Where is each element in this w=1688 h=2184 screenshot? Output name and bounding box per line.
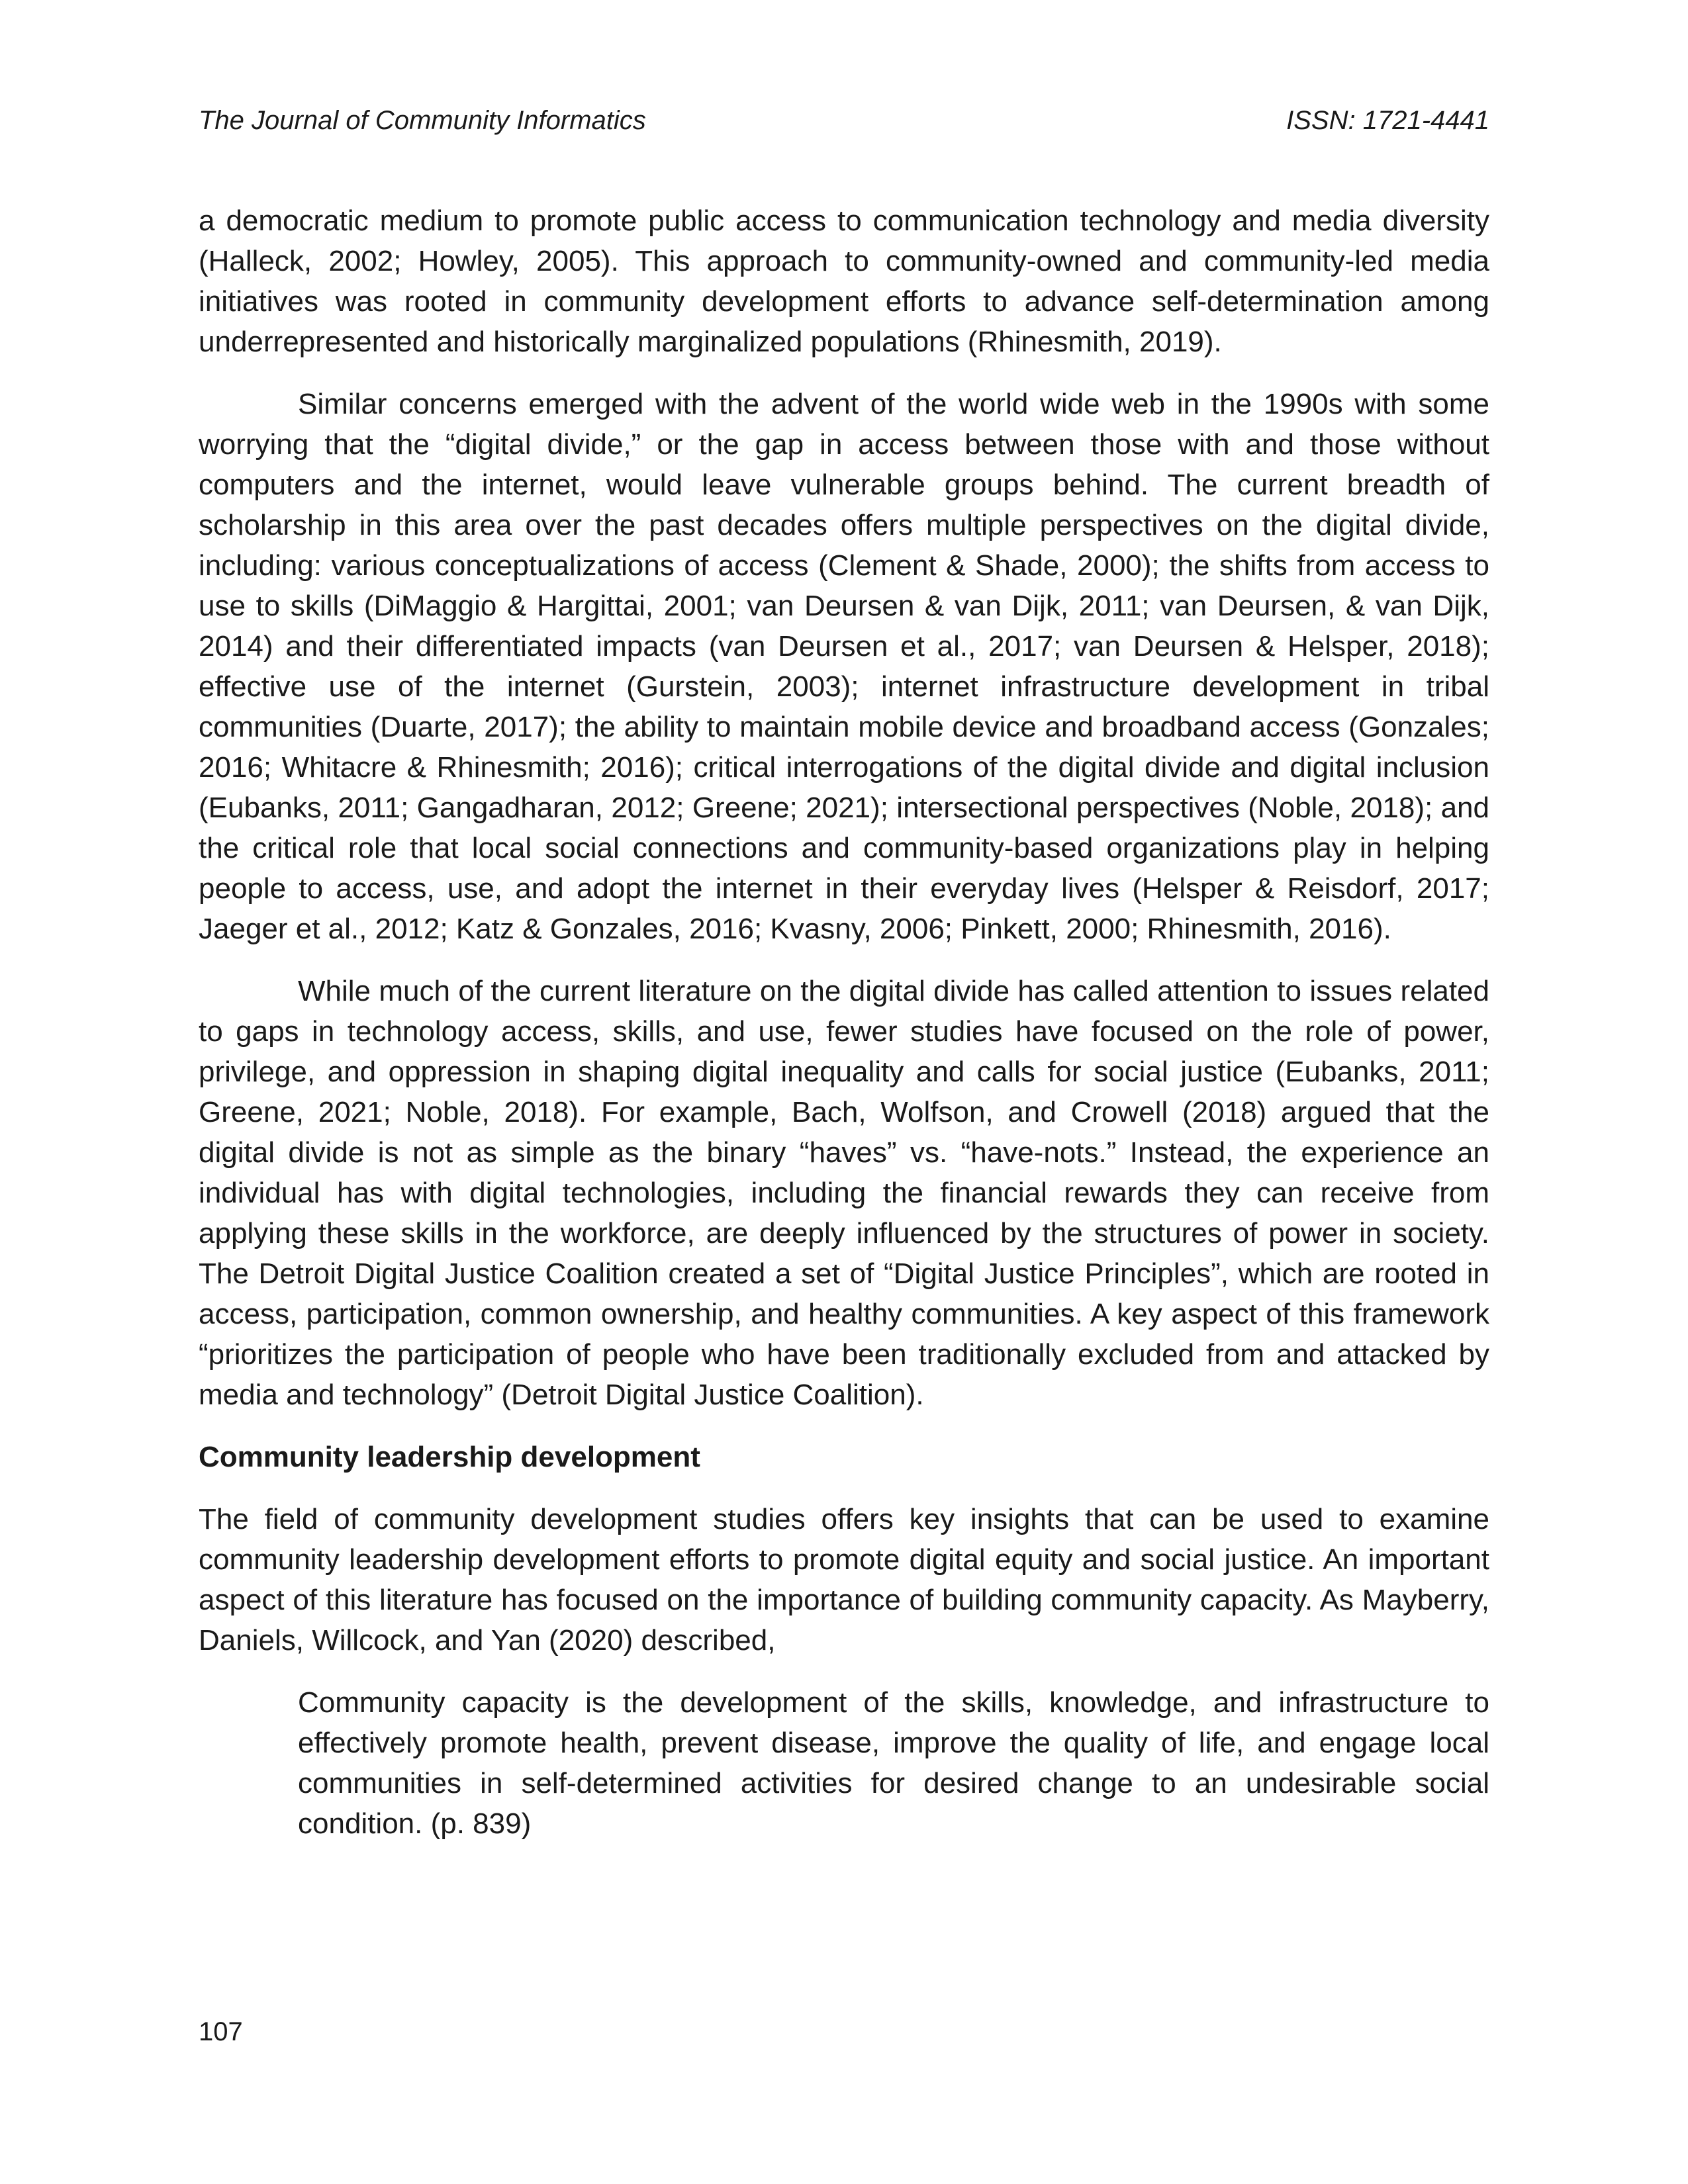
section-heading: Community leadership development <box>199 1441 700 1473</box>
paragraph-community-development: The field of community development studies offers key insights that can be used to examine community leadership development efforts to promote digital equity and social justice. An important aspect of this literature has focused on the importance of building community capacity. As Mayberry, Daniels, Willcock, and Yan (2020) described, <box>199 1503 1489 1657</box>
running-header <box>199 101 1489 140</box>
journal-title: The Journal of Community Informatics <box>199 106 646 135</box>
page-number: 107 <box>199 2017 243 2046</box>
issn-label: ISSN: 1721-4441 <box>1286 106 1489 135</box>
article-body <box>199 201 1489 1844</box>
block-quote: Community capacity is the development of the skills, knowledge, and infrastructure to effectively promote health, prevent disease, improve the quality of life, and engage local communities in self-determined activities for desired change to an undesirable social condition. (p. 839) <box>298 1686 1489 1840</box>
paragraph-digital-divide: Similar concerns emerged with the advent of the world wide web in the 1990s with some worrying that the “digital divide,” or the gap in access between those with and those without computers and the internet, would leave vulnerable groups behind. The current breadth of scholarship in this area over the past decades offers multiple perspectives on the digital divide, including: various conceptualizations of access (Clement & Shade, 2000); the shifts from access to use to skills (DiMaggio & Hargittai, 2001; van Deursen & van Dijk, 2011; van Deursen, & van Dijk, 2014) and their differentiated impacts (van Deursen et al., 2017; van Deursen & Helsper, 2018); effective use of the internet (Gurstein, 2003); internet infrastructure development in tribal communities (Duarte, 2017); the ability to maintain mobile device and broadband access (Gonzales; 2016; Whitacre & Rhinesmith; 2016); critical interrogations of the digital divide and digital inclusion (Eubanks, 2011; Gangadharan, 2012; Greene; 2021); intersectional perspectives (Noble, 2018); and the critical role that local social connections and community-based organizations play in helping people to access, use, and adopt the internet in their everyday lives (Helsper & Reisdorf, 2017; Jaeger et al., 2012; Katz & Gonzales, 2016; Kvasny, 2006; Pinkett, 2000; Rhinesmith, 2016). <box>199 388 1489 945</box>
paragraph-continued: a democratic medium to promote public access to communication technology and media diversity (Halleck, 2002; Howley, 2005). This approach to community-owned and community-led media initiatives was rooted in community development efforts to advance self-determination among underrepresented and historically marginalized populations (Rhinesmith, 2019). <box>199 205 1489 358</box>
paragraph-digital-justice: While much of the current literature on the digital divide has called attention to issues related to gaps in technology access, skills, and use, fewer studies have focused on the role of power, privilege, and oppression in shaping digital inequality and calls for social justice (Eubanks, 2011; Greene, 2021; Noble, 2018). For example, Bach, Wolfson, and Crowell (2018) argued that the digital divide is not as simple as the binary “haves” vs. “have-nots.” Instead, the experience an individual has with digital technologies, including the financial rewards they can receive from applying these skills in the workforce, are deeply influenced by the structures of power in society. The Detroit Digital Justice Coalition created a set of “Digital Justice Principles”, which are rooted in access, participation, common ownership, and healthy communities. A key aspect of this framework “prioritizes the participation of people who have been traditionally excluded from and attacked by media and technology” (Detroit Digital Justice Coalition). <box>199 975 1489 1411</box>
